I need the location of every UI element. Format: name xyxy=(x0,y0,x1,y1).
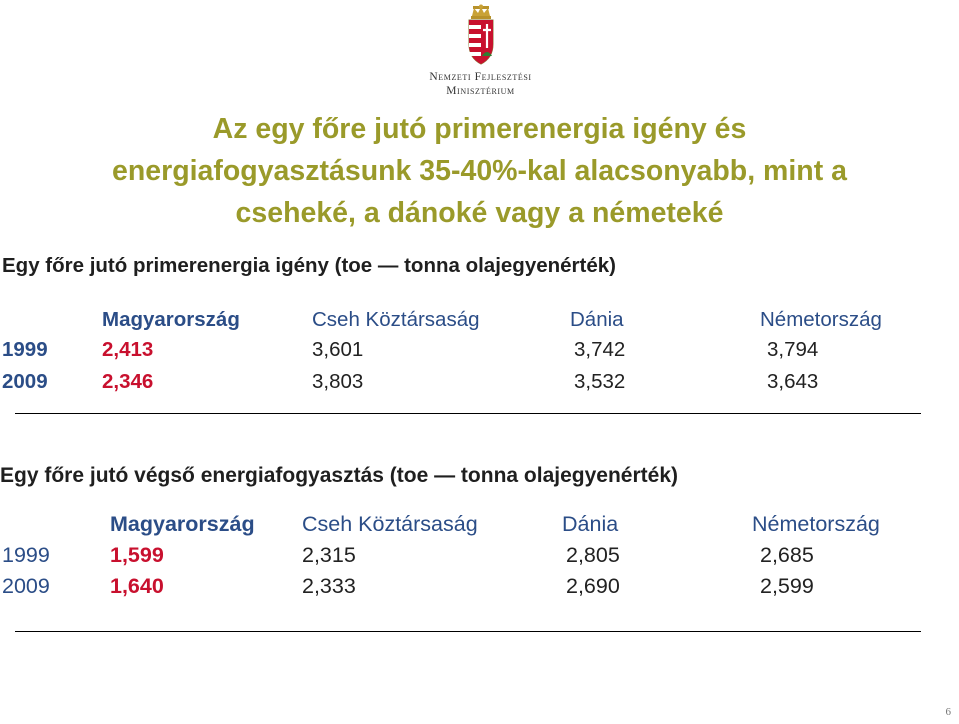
section1-cell-hungary: 2,346 xyxy=(102,370,154,393)
ministry-logo xyxy=(418,4,543,104)
section2-col-header-hungary: Magyarország xyxy=(110,512,255,536)
section2-cell-hungary: 1,599 xyxy=(110,543,164,567)
title-line-2: energiafogyasztásunk 35-40%-kal alacsonyabb, mint a xyxy=(112,155,847,187)
section1-cell-czech: 3,601 xyxy=(312,338,364,361)
section1-col-header-denmark: Dánia xyxy=(570,308,624,331)
section1-cell-czech: 3,803 xyxy=(312,370,364,393)
section2-cell-czech: 2,315 xyxy=(302,543,356,567)
logo-text-line2: Minisztérium xyxy=(446,85,515,97)
section1-cell-denmark: 3,742 xyxy=(574,338,626,361)
section1-col-header-czech: Cseh Köztársaság xyxy=(312,308,480,331)
logo-text-line1: Nemzeti Fejlesztési xyxy=(429,71,532,83)
section2-cell-hungary: 1,640 xyxy=(110,574,164,598)
title-line-1: Az egy főre jutó primerenergia igény és xyxy=(212,113,747,145)
section2-col-header-czech: Cseh Köztársaság xyxy=(302,512,478,536)
section2-cell-czech: 2,333 xyxy=(302,574,356,598)
section2-row-year: 2009 xyxy=(2,574,50,598)
section2-cell-germany: 2,685 xyxy=(760,543,814,567)
section2-col-header-denmark: Dánia xyxy=(562,512,619,536)
section1-divider xyxy=(15,413,921,414)
section1-cell-germany: 3,643 xyxy=(767,370,819,393)
section1-cell-hungary: 2,413 xyxy=(102,338,154,361)
page-title xyxy=(0,108,959,234)
section1-col-header-germany: Németország xyxy=(760,308,882,331)
section1-col-header-hungary: Magyarország xyxy=(102,308,240,331)
section1-cell-denmark: 3,532 xyxy=(574,370,626,393)
section1-row-year: 1999 xyxy=(2,338,48,361)
title-line-3: cseheké, a dánoké vagy a németeké xyxy=(235,197,724,229)
section1-cell-germany: 3,794 xyxy=(767,338,819,361)
section2-divider xyxy=(15,631,921,632)
section2-row-year: 1999 xyxy=(2,543,50,567)
section2-cell-germany: 2,599 xyxy=(760,574,814,598)
section2-col-header-germany: Németország xyxy=(752,512,880,536)
coat-of-arms-icon xyxy=(464,4,498,66)
page-number: 6 xyxy=(945,706,951,718)
section2-cell-denmark: 2,690 xyxy=(566,574,620,598)
section2-heading: Egy főre jutó végső energiafogyasztás (toe — tonna olajegyenérték) xyxy=(0,464,678,487)
section1-heading: Egy főre jutó primerenergia igény (toe — tonna olajegyenérték) xyxy=(2,254,616,277)
section1-row-year: 2009 xyxy=(2,370,48,393)
section2-cell-denmark: 2,805 xyxy=(566,543,620,567)
